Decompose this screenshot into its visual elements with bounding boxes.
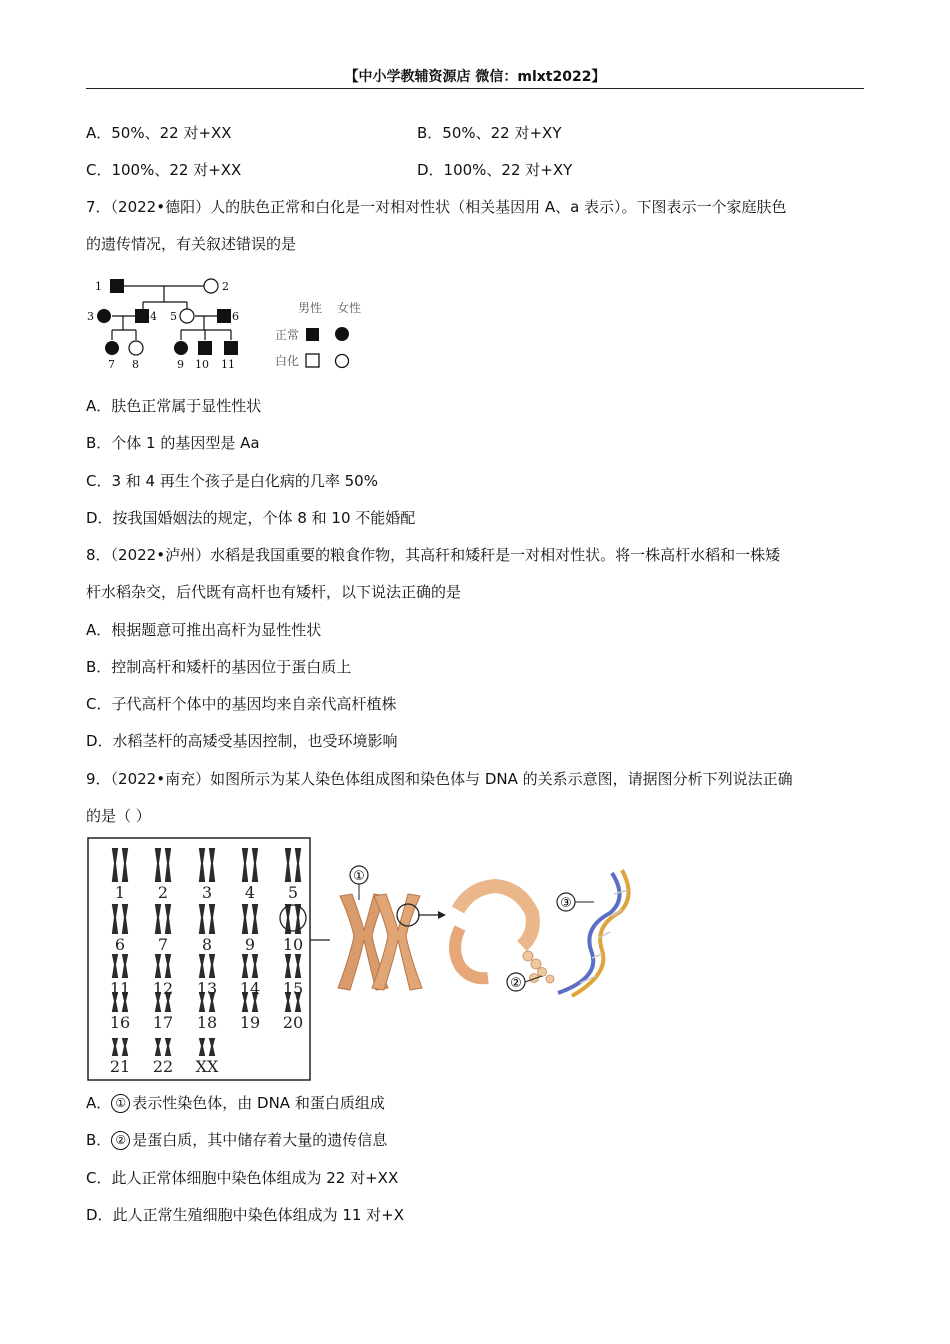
legend-normal-female [335, 327, 349, 341]
karyotype-label-13: 13 [196, 979, 218, 998]
pedigree-label-1: 1 [95, 280, 102, 293]
pedigree-label-2: 2 [222, 280, 229, 293]
q6-option-d: D．100%、22 对+XY [417, 161, 573, 179]
pedigree-individual-3 [97, 309, 111, 323]
karyotype-label-19: 19 [239, 1013, 261, 1032]
q8-option-a: A．根据题意可推出高杆为显性性状 [86, 621, 322, 639]
header-rule [86, 88, 864, 89]
legend-albino-female [336, 355, 349, 368]
q9-option-c-prefix: C． [86, 1169, 112, 1187]
pedigree-individual-2 [204, 279, 218, 293]
karyotype-label-7: 7 [157, 935, 169, 954]
legend-male-label: 男性 [298, 301, 323, 315]
karyotype-label-1: 1 [114, 883, 126, 902]
pedigree-label-7: 7 [108, 358, 115, 371]
karyotype-label-14: 14 [239, 979, 261, 998]
pedigree-label-11: 11 [221, 358, 235, 371]
legend-female-label: 女性 [337, 301, 362, 315]
karyotype-label-12: 12 [152, 979, 174, 998]
marker-2: ② [510, 976, 522, 991]
karyotype-label-20: 20 [282, 1013, 304, 1032]
karyotype-label-2: 2 [157, 883, 169, 902]
karyotype-label-16: 16 [109, 1013, 131, 1032]
q8-option-c: C．子代高杆个体中的基因均来自亲代高杆植株 [86, 695, 397, 713]
q8-stem-line2: 杆水稻杂交，后代既有高杆也有矮杆，以下说法正确的是 [86, 583, 462, 601]
pedigree-individual-7 [105, 341, 119, 355]
q8-stem-line1: 8．（2022•泸州）水稻是我国重要的粮食作物，其高秆和矮秆是一对相对性状。将一株高杆水稻和一株矮 [86, 546, 781, 564]
karyotype-label-6: 6 [114, 935, 126, 954]
pedigree-individual-5 [180, 309, 194, 323]
karyotype-label-3: 3 [201, 883, 213, 902]
q9-option-c [86, 1168, 398, 1188]
pedigree-label-8: 8 [132, 358, 139, 371]
nucleosome-coil [455, 886, 533, 978]
pedigree-individual-1 [110, 279, 124, 293]
pedigree-individual-9 [174, 341, 188, 355]
pedigree-individual-4 [135, 309, 149, 323]
karyotype-label-8: 8 [201, 935, 213, 954]
pedigree-individual-10 [198, 341, 212, 355]
q9-option-a [86, 1093, 385, 1113]
q8-option-b: B．控制高杆和矮杆的基因位于蛋白质上 [86, 658, 352, 676]
karyotype-figure [86, 836, 312, 1082]
pedigree-chart [86, 272, 376, 376]
karyotype-label-4: 4 [244, 883, 256, 902]
karyotype-label-10: 10 [282, 935, 304, 954]
q7-stem-line1: 7．（2022•德阳）人的肤色正常和白化是一对相对性状（相关基因用 A、a 表示）。下图表示一个家庭肤色 [86, 198, 787, 216]
chromosome-illustration [338, 894, 422, 990]
q9-option-d-prefix: D． [86, 1206, 113, 1224]
karyotype-label-15: 15 [282, 979, 304, 998]
chromosome-dna-diagram [310, 858, 640, 1008]
pedigree-individual-8 [129, 341, 143, 355]
pedigree-label-3: 3 [87, 310, 94, 323]
q9-option-a-prefix: A． [86, 1094, 112, 1112]
q7-option-a: A．肤色正常属于显性性状 [86, 397, 262, 415]
q6-option-b: B．50%、22 对+XY [417, 124, 562, 142]
q9-option-a-marker: ① [111, 1094, 130, 1113]
q9-option-d-text: 此人正常生殖细胞中染色体组成为 11 对+X [112, 1206, 405, 1224]
q9-option-b-prefix: B． [86, 1131, 112, 1149]
pedigree-label-4: 4 [150, 310, 157, 323]
pedigree-individual-6 [217, 309, 231, 323]
q6-option-a: A．50%、22 对+XX [86, 124, 232, 142]
q7-option-d: D．按我国婚姻法的规定，个体 8 和 10 不能婚配 [86, 509, 416, 527]
legend-normal-male [306, 328, 319, 341]
q9-option-b [86, 1130, 387, 1150]
q9-stem-line2: 的是（ ） [86, 807, 151, 825]
q9-option-d [86, 1205, 404, 1225]
karyotype-label-11: 11 [109, 979, 131, 998]
karyotype-label-18: 18 [196, 1013, 218, 1032]
legend-albino-male [306, 354, 319, 367]
karyotype-label-22: 22 [152, 1057, 174, 1076]
q9-option-b-marker: ② [111, 1131, 130, 1150]
q7-option-c: C．3 和 4 再生个孩子是白化病的几率 50% [86, 472, 378, 490]
pedigree-individual-11 [224, 341, 238, 355]
pedigree-label-5: 5 [170, 310, 177, 323]
karyotype-label-XX: XX [195, 1057, 219, 1076]
q9-stem-line1: 9．（2022•南充）如图所示为某人染色体组成图和染色体与 DNA 的关系示意图，请据图分析下列说法正确 [86, 770, 793, 788]
q9-option-b-text: 是蛋白质，其中储存着大量的遗传信息 [132, 1131, 388, 1149]
legend-albino-label: 白化 [275, 354, 300, 368]
q7-stem-line2: 的遗传情况，有关叙述错误的是 [86, 235, 297, 253]
q8-option-d: D．水稻茎杆的高矮受基因控制，也受环境影响 [86, 732, 398, 750]
karyotype-label-5: 5 [287, 883, 299, 902]
q9-option-a-text: 表示性染色体，由 DNA 和蛋白质组成 [132, 1094, 385, 1112]
legend-normal-label: 正常 [275, 328, 300, 342]
karyotype-label-9: 9 [244, 935, 256, 954]
pedigree-label-6: 6 [232, 310, 239, 323]
pedigree-label-9: 9 [177, 358, 184, 371]
q6-option-c: C．100%、22 对+XX [86, 161, 242, 179]
marker-1: ① [353, 869, 365, 884]
q7-option-b: B．个体 1 的基因型是 Aa [86, 434, 260, 452]
page-header: 【中小学教辅资源店 微信：mlxt2022】 [344, 69, 606, 85]
karyotype-label-21: 21 [109, 1057, 131, 1076]
pedigree-label-10: 10 [195, 358, 209, 371]
karyotype-label-17: 17 [152, 1013, 174, 1032]
marker-3: ③ [560, 896, 572, 911]
q9-option-c-text: 此人正常体细胞中染色体组成为 22 对+XX [111, 1169, 399, 1187]
